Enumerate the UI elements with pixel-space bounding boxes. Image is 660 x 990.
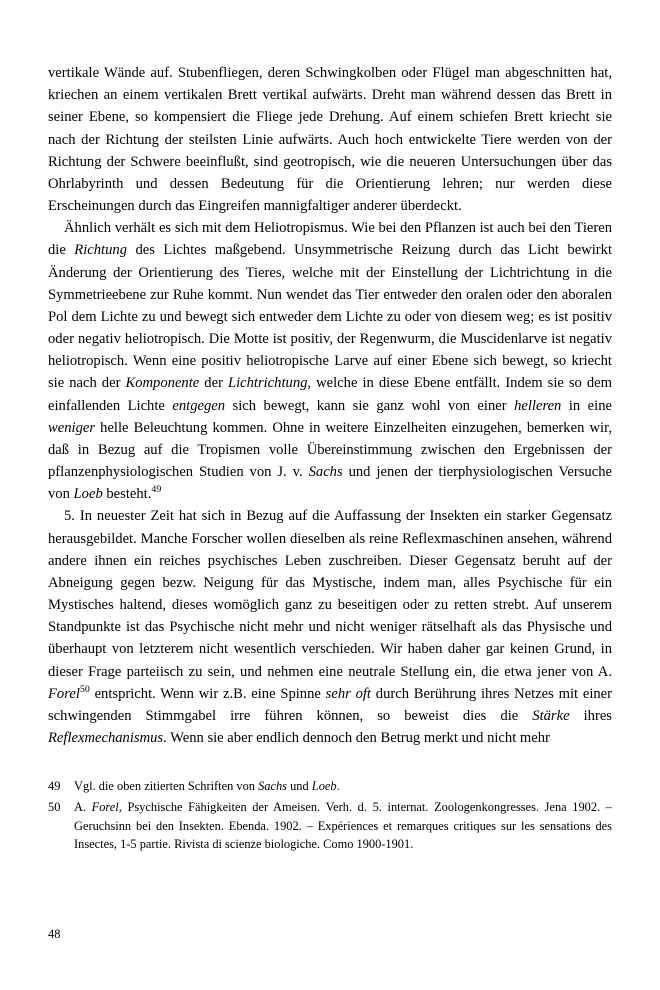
- footnote-text: [74, 777, 612, 796]
- emphasis-text: helleren: [514, 397, 562, 414]
- paragraph: [48, 62, 612, 217]
- emphasis-text: Komponente: [125, 375, 200, 392]
- text-run: helle Beleuchtung kommen. Ohne in weitere Einzelheiten einzugehen, bemerken wir, daß in Bezug auf die Tropismen volle Übereinstimmung zwischen den Ergebnissen der pflanzenphysiologischen Studien von J. v.: [48, 419, 612, 481]
- emphasis-text: entgegen: [172, 397, 226, 414]
- text-run: entspricht. Wenn wir z.B. eine Spinne: [89, 685, 326, 702]
- text-run: und: [287, 779, 312, 794]
- footnote-reference: 50: [79, 683, 90, 695]
- text-run: , welche in diese Ebene entfällt. Indem sie so dem einfallenden Lichte: [48, 375, 612, 414]
- emphasis-text: Sachs: [258, 779, 288, 794]
- emphasis-text: Richtung: [74, 242, 127, 259]
- emphasis-text: Stärke: [532, 707, 570, 724]
- footnote: [48, 777, 612, 796]
- text-run: A.: [74, 799, 92, 814]
- text-run: durch Berührung ihres Netzes mit einer schwingenden Stimmgabel irre führen können, so beweist dies die: [48, 685, 613, 724]
- emphasis-text: Forel: [48, 685, 80, 702]
- text-run: der: [199, 375, 228, 392]
- emphasis-text: Reflexmechanismus: [48, 730, 164, 747]
- emphasis-text: Forel: [91, 799, 119, 814]
- footnote-reference: 49: [151, 484, 162, 496]
- text-run: besteht.: [102, 486, 152, 503]
- footnote-number: 50: [48, 799, 61, 814]
- footnote: [48, 798, 612, 854]
- text-run: 5. In neuester Zeit hat sich in Bezug auf die Auffassung der Insekten ein starker Gegensatz herausgebildet. Manche Forscher wollen dieselben als reine Reflexmaschinen ansehen, während andere ihnen ein reiches psychisches Leben zuschreiben. Dieser Gegensatz beruht auf der Abneigung gegen bezw. Neigung für das Mystische, indem man, alles Psychische für ein Mystisches haltend, dieses womöglich ganz zu beseitigen oder zu retten strebt. Auf unserem Standpunkte ist das Psychische nicht mehr und nicht weniger rätselhaft als das Physische und überhaupt von letzterem nicht wesentlich verschieden. Wir haben daher gar keinen Grund, in dieser Frage parteiisch zu sein, und nehmen eine neutrale Stellung ein, die etwa jener von A.: [48, 508, 612, 680]
- text-run: ihres: [569, 707, 612, 724]
- emphasis-text: Loeb: [73, 486, 103, 503]
- emphasis-text: sehr oft: [325, 685, 371, 702]
- text-run: des Lichtes maßgebend. Unsymmetrische Reizung durch das Licht bewirkt Änderung der Orientierung des Tieres, welche mit der Einstellung der Lichtrichtung in die Symmetrieebene zur Ruhe kommt. Nun wendet das Tier entweder den oralen oder den aboralen Pol dem Lichte zu und bewegt sich entweder dem Lichte zu oder von diesem weg; es ist positiv oder negativ heliotropisch. Die Motte ist positiv, der Regenwurm, die Muscidenlarve ist negativ heliotropisch. Wenn eine positiv heliotropische Larve auf einer Ebene sich bewegt, so kriecht sie nach der: [48, 242, 613, 392]
- paragraph: [48, 217, 612, 505]
- text-run: vertikale Wände auf. Stubenfliegen, deren Schwingkolben oder Flügel man abgeschnitten hat, kriechen an einem vertikalen Brett vertikal aufwärts. Dreht man während dessen das Brett in seiner Ebene, so kompensiert die Fliege jede Drehung. Auf einem schiefen Brett kriecht sie nach der Richtung der steilsten Linie aufwärts. Auch hoch entwickelte Tiere werden von der Richtung der Schwere beeinflußt, sind geotropisch, wie die neueren Untersuchungen über das Ohrlabyrinth und dessen Bedeutung für die Orientierung lehren; nur werden diese Erscheinungen durch das Eingreifen mannigfaltiger anderer überdeckt.: [48, 65, 612, 215]
- text-run: Vgl. die oben zitierten Schriften von: [74, 779, 259, 794]
- emphasis-text: Lichtrichtung: [227, 375, 308, 392]
- paragraph: [48, 505, 612, 749]
- footnote-text: [74, 798, 612, 854]
- text-run: und jenen der tierphysiologischen Versuche von: [48, 464, 612, 503]
- text-run: Ähnlich verhält es sich mit dem Heliotropismus. Wie bei den Pflanzen ist auch bei den Tieren die: [48, 220, 612, 259]
- text-run: in eine: [561, 397, 612, 414]
- emphasis-text: weniger: [48, 419, 96, 436]
- footnote-number: 49: [48, 779, 61, 794]
- text-run: .: [336, 779, 340, 794]
- emphasis-text: Sachs: [308, 464, 343, 481]
- text-run: , Psychische Fähigkeiten der Ameisen. Verh. d. 5. internat. Zoologenkongresses. Jena 1902. – Geruchsinn bei den Insekten. Ebenda. 1902. – Expériences et remarques critiques sur les sensations des Insectes, 1-5 partie. Rivista di scienze biologiche. Como 1900-1901.: [74, 799, 612, 852]
- page-number: 48: [48, 927, 61, 941]
- text-run: sich bewegt, kann sie ganz wohl von einer: [225, 397, 515, 414]
- body-text-column: [48, 62, 612, 749]
- text-run: . Wenn sie aber endlich dennoch den Betrug merkt und nicht mehr: [163, 730, 550, 747]
- footnotes-section: [48, 777, 612, 853]
- emphasis-text: Loeb: [311, 779, 337, 794]
